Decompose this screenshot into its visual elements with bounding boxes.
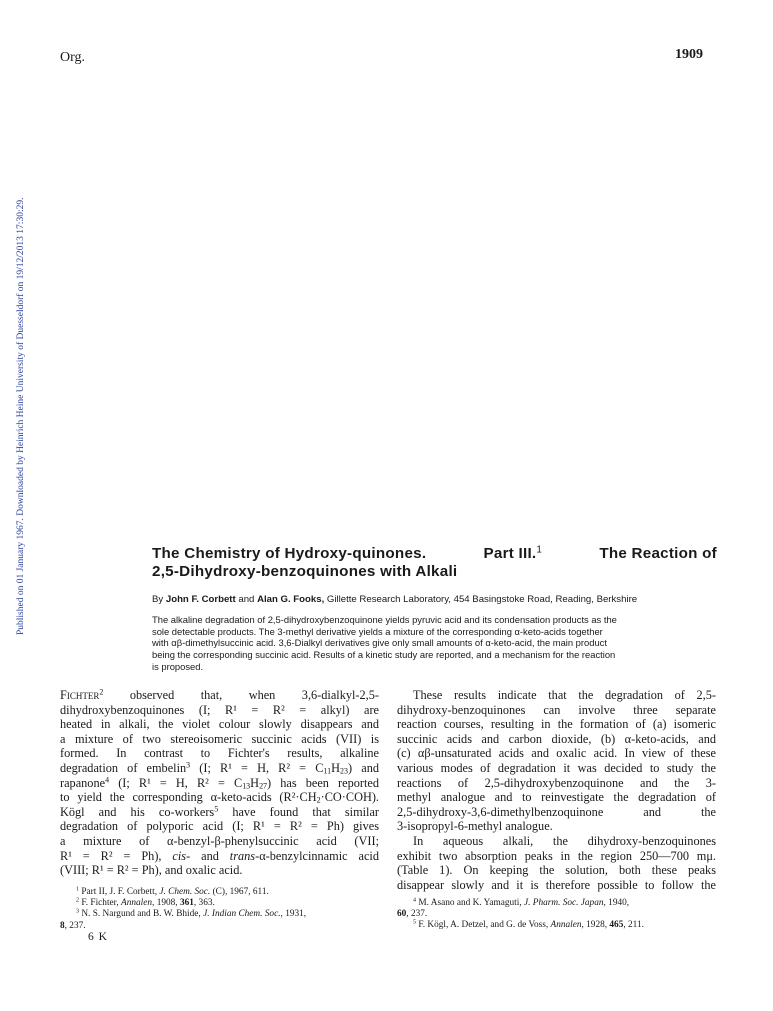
article-title bbox=[152, 545, 717, 581]
abstract-line: being the corresponding succinic acid. Results of a kinetic study are reported, and a mechanism for the reaction bbox=[152, 649, 616, 661]
abstract-line: The alkaline degradation of 2,5-dihydroxybenzoquinone yields pyruvic acid and its condensation products as the bbox=[152, 614, 617, 625]
citation-ref[interactable]: 5 bbox=[214, 804, 219, 814]
body-line: (Table 1). On keeping the solution, both these peaks bbox=[397, 863, 716, 878]
body-line: (c) αβ-unsaturated acids and oxalic acid. In view of these bbox=[397, 746, 716, 761]
body-line: Kögl and his co-workers$^5$ have found that similar bbox=[60, 804, 380, 819]
body-line: methyl analogue and to reinvestigate the degradation of bbox=[397, 790, 716, 805]
footnotes-right bbox=[397, 898, 716, 932]
title-part2: The Reaction of bbox=[599, 545, 717, 562]
footnote: 60, 237. bbox=[397, 909, 428, 920]
body-line: succinic acids and carbon dioxide, (b) α-keto-acids, and bbox=[397, 731, 716, 746]
abstract-line: is proposed. bbox=[152, 660, 204, 672]
author-name: John F. Corbett bbox=[165, 594, 236, 605]
citation-ref[interactable]: 4 bbox=[105, 775, 110, 785]
citation-ref[interactable]: 3 bbox=[186, 760, 191, 770]
footnote: $^4$ M. Asano and K. Yamaguti, J. Pharm. Soc. Japan, 1940, bbox=[413, 897, 630, 908]
right-column bbox=[397, 688, 716, 892]
body-line: (VIII; R¹ = R² = Ph), and oxalic acid. bbox=[60, 863, 243, 878]
citation-ref[interactable]: 2 bbox=[99, 687, 104, 697]
body-line: various modes of degradation it was decided to study the bbox=[397, 760, 716, 775]
download-notice[interactable]: Published on 01 January 1967. Downloaded by Heinrich Heine University of Duesseldorf on 19/12/2013 17:30:29. bbox=[16, 197, 26, 635]
title-part-label: Part III. bbox=[483, 545, 537, 562]
body-line: exhibit two absorption peaks in the region 250—700 mμ. bbox=[397, 848, 716, 863]
page-number: 1909 bbox=[675, 47, 703, 62]
body-line: R¹ = R² = Ph), cis- and trans-α-benzylcinnamic acid bbox=[60, 848, 379, 863]
body-line: reactions of 2,5-dihydroxybenzoquinone and the 3- bbox=[397, 775, 716, 790]
footnotes-left bbox=[60, 887, 379, 932]
footnote: 8, 237. bbox=[60, 920, 86, 931]
title-line2: 2,5-Dihydroxy-benzoquinones with Alkali bbox=[152, 563, 458, 580]
title-ref[interactable]: 1 bbox=[536, 544, 543, 556]
body-line: a mixture of two stereoisomeric succinic acids (VII) is bbox=[60, 731, 379, 746]
abstract-line: sole detectable products. The 3-methyl derivative yields a mixture of the corresponding α-keto-acids together bbox=[152, 625, 603, 637]
footnote: $^3$ N. S. Nargund and B. W. Bhide, J. Indian Chem. Soc., 1931, bbox=[76, 909, 307, 920]
footnote: $^2$ F. Fichter, Annalen, 1908, 361, 363. bbox=[76, 897, 215, 909]
body-line: formed. In contrast to Fichter's results, alkaline bbox=[60, 746, 379, 761]
byline-prefix: By bbox=[152, 594, 164, 605]
body-line: to yield the corresponding α-keto-acids $(R^2\cdot CH_2\cdot CO\cdot COH)$. bbox=[60, 790, 379, 805]
body-line: Fichter$^2$ observed that, when 3,6-dialkyl-2,5- bbox=[60, 687, 379, 702]
body-line: 3-isopropyl-6-methyl analogue. bbox=[397, 819, 553, 834]
body-line: rapanone$^4$ (I; R¹ = H, $R^2 = C_{13}H_{27}$) has been reported bbox=[60, 775, 380, 791]
author-name: Alan G. Fooks, bbox=[257, 594, 325, 605]
abstract bbox=[152, 614, 717, 673]
body-line: reaction courses, resulting in the formation of (a) isomeric bbox=[397, 717, 716, 732]
affiliation: Gillette Research Laboratory, 454 Basingstoke Road, Reading, Berkshire bbox=[326, 594, 638, 605]
body-line: dihydroxy-benzoquinones can involve three separate bbox=[397, 702, 716, 717]
body-line: heated in alkali, the violet colour slowly disappears and bbox=[60, 717, 379, 732]
body-line: disappear slowly and it is therefore possible to follow the bbox=[397, 877, 716, 892]
body-line: degradation of embelin$^3$ (I; R¹ = H, $R^2 = C_{11}H_{23}$) and bbox=[60, 760, 379, 776]
left-column bbox=[60, 688, 379, 878]
body-line: dihydroxybenzoquinones (I; R¹ = R² = alkyl) are bbox=[60, 702, 379, 717]
signature-mark: 6 K bbox=[88, 931, 108, 943]
running-head-journal: Org. bbox=[60, 50, 86, 65]
body-line: a mixture of α-benzyl-β-phenylsuccinic acid (VII; bbox=[60, 833, 379, 848]
byline-and: and bbox=[238, 594, 255, 605]
footnote: $^1$ Part II, J. F. Corbett, J. Chem. Soc. (C), 1967, 611. bbox=[76, 886, 269, 897]
title-part1: The Chemistry of Hydroxy-quinones. bbox=[152, 545, 427, 562]
body-line: 2,5-dihydroxy-3,6-dimethylbenzoquinone and the bbox=[397, 804, 716, 819]
abstract-line: with αβ-dimethylsuccinic acid. 3,6-Dialkyl derivatives give only small amounts of α-keto-acid, the main product bbox=[152, 637, 607, 649]
opening-word: Fichter bbox=[60, 688, 100, 702]
body-line: degradation of polyporic acid (I; R¹ = R² = Ph) gives bbox=[60, 819, 379, 834]
footnote: $^5$ F. Kögl, A. Detzel, and G. de Voss, Annalen, 1928, 465, 211. bbox=[413, 920, 644, 931]
body-line: These results indicate that the degradation of 2,5- bbox=[413, 688, 716, 702]
byline bbox=[152, 594, 717, 605]
body-line: In aqueous alkali, the dihydroxy-benzoquinones bbox=[413, 833, 716, 848]
